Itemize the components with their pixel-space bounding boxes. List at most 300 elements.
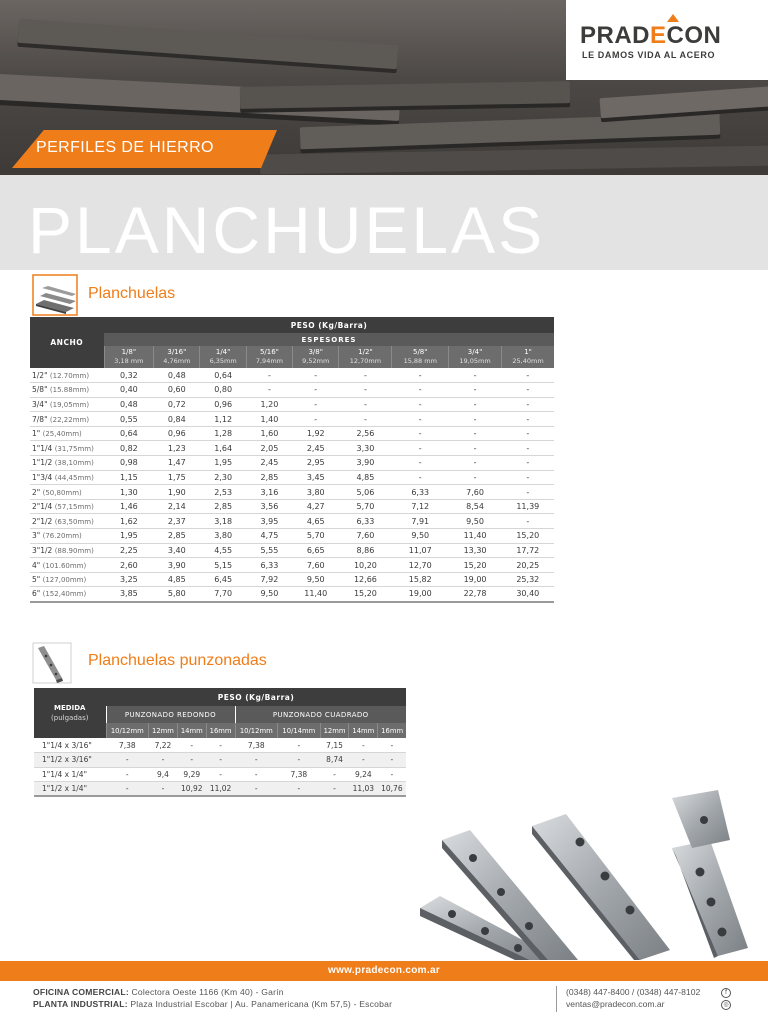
weight-cell: - bbox=[235, 753, 278, 768]
weight-cell: 7,91 bbox=[392, 514, 449, 529]
width-inch: 1"1/4 bbox=[32, 443, 53, 453]
weight-cell: - bbox=[339, 368, 392, 383]
weight-cell: 30,40 bbox=[502, 587, 554, 602]
thickness-inch: 5/8" bbox=[412, 348, 428, 356]
thickness-column-header bbox=[104, 346, 154, 368]
size-cell: 1"1/4 x 1/4" bbox=[34, 767, 106, 782]
weight-cell: 0,32 bbox=[104, 368, 154, 383]
weight-cell: - bbox=[502, 456, 554, 471]
weight-cell: 0,98 bbox=[104, 456, 154, 471]
weight-cell: 3,80 bbox=[200, 529, 246, 544]
weight-cell: - bbox=[106, 782, 149, 797]
weight-cell: 0,40 bbox=[104, 383, 154, 398]
weight-cell: 3,90 bbox=[154, 558, 200, 573]
thickness-column-header bbox=[293, 346, 339, 368]
width-inch: 1/2" bbox=[32, 370, 48, 380]
thickness-column-header bbox=[449, 346, 502, 368]
width-cell bbox=[30, 412, 104, 427]
weight-cell: 4,85 bbox=[339, 470, 392, 485]
weight-cell: 1,60 bbox=[246, 426, 292, 441]
table-row bbox=[30, 587, 554, 602]
thickness-inch: 1" bbox=[524, 348, 532, 356]
page-title: PLANCHUELAS bbox=[28, 193, 546, 267]
weight-cell: 2,85 bbox=[200, 499, 246, 514]
weight-cell: 19,00 bbox=[449, 572, 502, 587]
weight-cell: - bbox=[339, 383, 392, 398]
width-cell bbox=[30, 368, 104, 383]
weight-cell: 5,70 bbox=[293, 529, 339, 544]
weight-cell: 2,30 bbox=[200, 470, 246, 485]
thickness-mm: 15,88 mm bbox=[403, 357, 437, 365]
table-row bbox=[30, 558, 554, 573]
thickness-mm: 19,05mm bbox=[459, 357, 491, 365]
weight-cell: - bbox=[449, 383, 502, 398]
weight-cell: 1,20 bbox=[246, 397, 292, 412]
weight-cell: 3,16 bbox=[246, 485, 292, 500]
weight-cell: 2,85 bbox=[246, 470, 292, 485]
width-mm: (57,15mm) bbox=[54, 503, 94, 512]
width-cell bbox=[30, 426, 104, 441]
section-title-planchuelas: Planchuelas bbox=[88, 285, 176, 302]
weight-cell: 2,60 bbox=[104, 558, 154, 573]
weight-cell: 22,78 bbox=[449, 587, 502, 602]
thickness-column-header bbox=[246, 346, 292, 368]
width-mm: (12.70mm) bbox=[49, 371, 90, 380]
table-row bbox=[30, 456, 554, 471]
weight-cell: 13,30 bbox=[449, 543, 502, 558]
weight-cell: 17,72 bbox=[502, 543, 554, 558]
weight-cell: - bbox=[378, 767, 406, 782]
weight-cell: 3,25 bbox=[104, 572, 154, 587]
weight-cell: 3,80 bbox=[293, 485, 339, 500]
width-cell bbox=[30, 383, 104, 398]
thickness-mm: 4,76mm bbox=[163, 357, 191, 365]
width-inch: 1" bbox=[32, 429, 41, 439]
weight-cell: - bbox=[392, 383, 449, 398]
footer-divider bbox=[556, 986, 557, 1012]
weight-cell: - bbox=[378, 753, 406, 768]
weight-cell: - bbox=[235, 782, 278, 797]
weight-cell: 1,23 bbox=[154, 441, 200, 456]
width-inch: 2"1/2 bbox=[32, 516, 53, 526]
hole-size-header: 10/12mm bbox=[106, 723, 149, 738]
peso-header: PESO (Kg/Barra) bbox=[104, 317, 554, 333]
weight-cell: 1,62 bbox=[104, 514, 154, 529]
office-address-line bbox=[33, 987, 284, 997]
thickness-inch: 5/16" bbox=[259, 348, 279, 356]
weight-cell: - bbox=[149, 753, 178, 768]
weight-cell: 2,56 bbox=[339, 426, 392, 441]
table-row bbox=[30, 514, 554, 529]
weight-cell: 2,37 bbox=[154, 514, 200, 529]
weight-cell: 10,20 bbox=[339, 558, 392, 573]
table-row bbox=[30, 529, 554, 544]
width-mm: (38,10mm) bbox=[54, 459, 94, 468]
thickness-inch: 3/8" bbox=[308, 348, 323, 356]
weight-cell: 0,48 bbox=[154, 368, 200, 383]
weight-cell: - bbox=[206, 767, 235, 782]
weight-cell: 0,64 bbox=[104, 426, 154, 441]
width-cell bbox=[30, 529, 104, 544]
weight-cell: - bbox=[449, 397, 502, 412]
weight-cell: 10,76 bbox=[378, 782, 406, 797]
width-inch: 5" bbox=[32, 575, 41, 585]
weight-cell: 5,80 bbox=[154, 587, 200, 602]
section-title-punzonadas: Planchuelas punzonadas bbox=[88, 652, 267, 669]
table-row bbox=[30, 412, 554, 427]
width-mm: (25,40mm) bbox=[42, 430, 82, 439]
weight-cell: - bbox=[502, 368, 554, 383]
weight-cell: 2,95 bbox=[293, 456, 339, 471]
punzonado-cuadrado-header: PUNZONADO CUADRADO bbox=[235, 706, 406, 723]
weight-cell: - bbox=[320, 782, 349, 797]
weight-cell: 4,75 bbox=[246, 529, 292, 544]
weight-cell: 0,96 bbox=[154, 426, 200, 441]
punched-bars-image bbox=[400, 790, 768, 960]
table-row bbox=[34, 767, 406, 782]
office-address: Colectora Oeste 1166 (Km 40) - Garín bbox=[131, 987, 284, 997]
punzonado-redondo-header: PUNZONADO REDONDO bbox=[106, 706, 235, 723]
weight-cell: - bbox=[392, 441, 449, 456]
weight-cell: 15,20 bbox=[502, 529, 554, 544]
weight-cell: - bbox=[502, 397, 554, 412]
thickness-column-header bbox=[392, 346, 449, 368]
weight-cell: - bbox=[293, 383, 339, 398]
medida-header bbox=[34, 688, 106, 738]
size-cell: 1"1/2 x 1/4" bbox=[34, 782, 106, 797]
weight-cell: - bbox=[246, 368, 292, 383]
weight-cell: 1,95 bbox=[104, 529, 154, 544]
weight-cell: - bbox=[206, 753, 235, 768]
table-row bbox=[30, 485, 554, 500]
facebook-icon[interactable]: f bbox=[721, 988, 731, 998]
width-mm: (76.20mm) bbox=[42, 532, 82, 541]
weight-cell: - bbox=[339, 397, 392, 412]
weight-cell: 7,60 bbox=[449, 485, 502, 500]
table-row bbox=[30, 383, 554, 398]
logo-mark-icon bbox=[667, 14, 679, 22]
weight-cell: - bbox=[235, 767, 278, 782]
weight-cell: 2,85 bbox=[154, 529, 200, 544]
table-row bbox=[30, 499, 554, 514]
weight-cell: 1,28 bbox=[200, 426, 246, 441]
table-row bbox=[30, 543, 554, 558]
hole-size-header: 12mm bbox=[320, 723, 349, 738]
weight-cell: 11,39 bbox=[502, 499, 554, 514]
punched-bar-icon bbox=[32, 642, 72, 684]
weight-cell: 20,25 bbox=[502, 558, 554, 573]
weight-cell: 11,40 bbox=[293, 587, 339, 602]
weight-cell: - bbox=[392, 426, 449, 441]
weight-cell: 5,55 bbox=[246, 543, 292, 558]
weight-cell: 7,38 bbox=[278, 767, 321, 782]
weight-cell: 11,03 bbox=[349, 782, 378, 797]
weight-cell: 0,82 bbox=[104, 441, 154, 456]
weight-cell: 15,20 bbox=[449, 558, 502, 573]
weight-cell: - bbox=[392, 456, 449, 471]
width-mm: (15.88mm) bbox=[49, 386, 90, 395]
ancho-header: ANCHO bbox=[30, 317, 104, 368]
hole-size-header: 10/14mm bbox=[278, 723, 321, 738]
weight-cell: - bbox=[293, 397, 339, 412]
weight-cell: - bbox=[392, 397, 449, 412]
plant-address-line bbox=[33, 999, 392, 1009]
width-cell bbox=[30, 397, 104, 412]
weight-cell: 15,20 bbox=[339, 587, 392, 602]
thickness-mm: 3,18 mm bbox=[114, 357, 144, 365]
weight-cell: 3,95 bbox=[246, 514, 292, 529]
weight-cell: 7,38 bbox=[106, 738, 149, 753]
table-row bbox=[30, 441, 554, 456]
weight-cell: 9,50 bbox=[246, 587, 292, 602]
weight-cell: - bbox=[246, 383, 292, 398]
weight-cell: 1,90 bbox=[154, 485, 200, 500]
weight-cell: 0,64 bbox=[200, 368, 246, 383]
phone-numbers[interactable]: (0348) 447-8400 / (0348) 447-8102 bbox=[566, 987, 701, 997]
weight-cell: 0,60 bbox=[154, 383, 200, 398]
weight-cell: 0,84 bbox=[154, 412, 200, 427]
email-link[interactable]: ventas@pradecon.com.ar bbox=[566, 999, 665, 1009]
weight-cell: - bbox=[392, 412, 449, 427]
weight-cell: - bbox=[449, 470, 502, 485]
plant-label: PLANTA INDUSTRIAL: bbox=[33, 999, 128, 1009]
weight-cell: - bbox=[502, 485, 554, 500]
weight-cell: 6,33 bbox=[339, 514, 392, 529]
punzonadas-table bbox=[34, 688, 406, 797]
thickness-column-header bbox=[200, 346, 246, 368]
thickness-inch: 1/2" bbox=[358, 348, 373, 356]
width-cell bbox=[30, 499, 104, 514]
thickness-inch: 3/16" bbox=[167, 348, 187, 356]
weight-cell: - bbox=[177, 738, 206, 753]
weight-cell: - bbox=[449, 441, 502, 456]
weight-cell: 0,80 bbox=[200, 383, 246, 398]
weight-cell: 1,92 bbox=[293, 426, 339, 441]
weight-cell: 8,54 bbox=[449, 499, 502, 514]
weight-cell: 7,92 bbox=[246, 572, 292, 587]
weight-cell: - bbox=[293, 368, 339, 383]
weight-cell: 9,50 bbox=[449, 514, 502, 529]
category-tag-label: PERFILES DE HIERRO bbox=[36, 139, 214, 156]
weight-cell: - bbox=[349, 738, 378, 753]
weight-cell: - bbox=[320, 767, 349, 782]
weight-cell: 7,15 bbox=[320, 738, 349, 753]
thickness-mm: 6,35mm bbox=[209, 357, 237, 365]
weight-cell: 9,50 bbox=[392, 529, 449, 544]
weight-cell: 9,29 bbox=[177, 767, 206, 782]
weight-cell: - bbox=[449, 456, 502, 471]
weight-cell: 8,86 bbox=[339, 543, 392, 558]
weight-cell: 0,55 bbox=[104, 412, 154, 427]
weight-cell: 1,64 bbox=[200, 441, 246, 456]
weight-cell: 2,45 bbox=[293, 441, 339, 456]
weight-cell: 2,05 bbox=[246, 441, 292, 456]
table-row bbox=[30, 470, 554, 485]
width-mm: (152,40mm) bbox=[42, 590, 87, 599]
weight-cell: 3,56 bbox=[246, 499, 292, 514]
width-inch: 5/8" bbox=[32, 385, 48, 395]
weight-cell: - bbox=[449, 412, 502, 427]
thickness-mm: 25,40mm bbox=[512, 357, 544, 365]
width-mm: (50,80mm) bbox=[42, 488, 82, 497]
width-cell bbox=[30, 514, 104, 529]
hole-size-header: 14mm bbox=[177, 723, 206, 738]
thickness-inch: 1/8" bbox=[121, 348, 137, 356]
weight-cell: 15,82 bbox=[392, 572, 449, 587]
espesores-header: ESPESORES bbox=[104, 333, 554, 346]
weight-cell: 6,33 bbox=[392, 485, 449, 500]
width-inch: 6" bbox=[32, 589, 41, 599]
thickness-inch: 3/4" bbox=[467, 348, 483, 356]
weight-cell: 5,06 bbox=[339, 485, 392, 500]
weight-cell: - bbox=[177, 753, 206, 768]
weight-cell: 7,60 bbox=[339, 529, 392, 544]
weight-cell: 4,65 bbox=[293, 514, 339, 529]
width-mm: (22,22mm) bbox=[49, 415, 90, 424]
weight-cell: 7,60 bbox=[293, 558, 339, 573]
weight-cell: 5,15 bbox=[200, 558, 246, 573]
weight-cell: 5,70 bbox=[339, 499, 392, 514]
width-cell bbox=[30, 572, 104, 587]
width-inch: 4" bbox=[32, 560, 41, 570]
table-row bbox=[30, 368, 554, 383]
weight-cell: - bbox=[502, 426, 554, 441]
weight-cell: - bbox=[502, 412, 554, 427]
weight-cell: - bbox=[278, 782, 321, 797]
weight-cell: 1,15 bbox=[104, 470, 154, 485]
size-cell: 1"1/4 x 3/16" bbox=[34, 738, 106, 753]
width-cell bbox=[30, 485, 104, 500]
width-inch: 7/8" bbox=[32, 414, 48, 424]
width-cell bbox=[30, 558, 104, 573]
weight-cell: 8,74 bbox=[320, 753, 349, 768]
weight-cell: 4,85 bbox=[154, 572, 200, 587]
weight-cell: 1,46 bbox=[104, 499, 154, 514]
weight-cell: 12,70 bbox=[392, 558, 449, 573]
table-row bbox=[34, 753, 406, 768]
weight-cell: - bbox=[449, 426, 502, 441]
width-cell bbox=[30, 470, 104, 485]
weight-cell: 4,55 bbox=[200, 543, 246, 558]
weight-cell: 1,75 bbox=[154, 470, 200, 485]
width-inch: 3"1/2 bbox=[32, 545, 53, 555]
weight-cell: 0,48 bbox=[104, 397, 154, 412]
table-row bbox=[30, 397, 554, 412]
weight-cell: - bbox=[106, 753, 149, 768]
weight-cell: 0,96 bbox=[200, 397, 246, 412]
thickness-column-header bbox=[339, 346, 392, 368]
weight-cell: 25,32 bbox=[502, 572, 554, 587]
weight-cell: 7,22 bbox=[149, 738, 178, 753]
logo[interactable] bbox=[566, 0, 768, 80]
weight-cell: - bbox=[502, 441, 554, 456]
logo-tagline: LE DAMOS VIDA AL ACERO bbox=[582, 50, 716, 60]
weight-cell: 10,92 bbox=[177, 782, 206, 797]
planchuelas-table bbox=[30, 317, 554, 603]
weight-cell: 7,12 bbox=[392, 499, 449, 514]
weight-cell: - bbox=[392, 470, 449, 485]
flat-bar-icon bbox=[32, 274, 78, 316]
hole-size-header: 12mm bbox=[149, 723, 178, 738]
size-cell: 1"1/2 x 3/16" bbox=[34, 753, 106, 768]
weight-cell: 6,65 bbox=[293, 543, 339, 558]
weight-cell: - bbox=[106, 767, 149, 782]
weight-cell: - bbox=[502, 514, 554, 529]
thickness-inch: 1/4" bbox=[215, 348, 231, 356]
thickness-column-header bbox=[502, 346, 554, 368]
weight-cell: 11,40 bbox=[449, 529, 502, 544]
weight-cell: 9,50 bbox=[293, 572, 339, 587]
thickness-mm: 9,52mm bbox=[302, 357, 330, 365]
hole-size-header: 16mm bbox=[206, 723, 235, 738]
weight-cell: 19,00 bbox=[392, 587, 449, 602]
width-inch: 1"3/4 bbox=[32, 472, 53, 482]
weight-cell: 6,33 bbox=[246, 558, 292, 573]
width-mm: (63,50mm) bbox=[54, 517, 94, 526]
website-link[interactable]: www.pradecon.com.ar bbox=[327, 965, 441, 976]
weight-cell: 3,18 bbox=[200, 514, 246, 529]
width-inch: 3/4" bbox=[32, 399, 48, 409]
hole-size-header: 10/12mm bbox=[235, 723, 278, 738]
width-cell bbox=[30, 441, 104, 456]
weight-cell: 3,40 bbox=[154, 543, 200, 558]
width-mm: (44,45mm) bbox=[54, 473, 94, 482]
weight-cell: - bbox=[349, 753, 378, 768]
thickness-mm: 12,70mm bbox=[349, 357, 382, 365]
weight-cell: 11,07 bbox=[392, 543, 449, 558]
weight-cell: - bbox=[278, 753, 321, 768]
width-cell bbox=[30, 456, 104, 471]
weight-cell: - bbox=[502, 470, 554, 485]
weight-cell: 9,4 bbox=[149, 767, 178, 782]
thickness-column-header bbox=[154, 346, 200, 368]
logo-wordmark: PRADECON bbox=[580, 22, 722, 49]
plant-address: Plaza Industrial Escobar | Au. Panamericana (Km 57,5) - Escobar bbox=[130, 999, 393, 1009]
weight-cell: 1,12 bbox=[200, 412, 246, 427]
weight-cell: 9,24 bbox=[349, 767, 378, 782]
width-mm: (88.90mm) bbox=[54, 546, 94, 555]
weight-cell: 7,38 bbox=[235, 738, 278, 753]
weight-cell: 2,53 bbox=[200, 485, 246, 500]
table-row bbox=[34, 782, 406, 797]
width-mm: (101.60mm) bbox=[42, 561, 87, 570]
weight-cell: - bbox=[339, 412, 392, 427]
instagram-icon[interactable]: ◎ bbox=[721, 1000, 731, 1010]
table-row bbox=[30, 572, 554, 587]
table-row bbox=[34, 738, 406, 753]
thickness-mm: 7,94mm bbox=[255, 357, 283, 365]
peso-header: PESO (Kg/Barra) bbox=[106, 688, 406, 706]
width-mm: (127,00mm) bbox=[42, 576, 87, 585]
weight-cell: 3,30 bbox=[339, 441, 392, 456]
weight-cell: 2,14 bbox=[154, 499, 200, 514]
width-inch: 2" bbox=[32, 487, 41, 497]
width-mm: (19,05mm) bbox=[49, 400, 90, 409]
weight-cell: 4,27 bbox=[293, 499, 339, 514]
width-inch: 2"1/4 bbox=[32, 502, 53, 512]
office-label: OFICINA COMERCIAL: bbox=[33, 987, 129, 997]
weight-cell: - bbox=[206, 738, 235, 753]
weight-cell: - bbox=[278, 738, 321, 753]
weight-cell: 0,72 bbox=[154, 397, 200, 412]
width-inch: 3" bbox=[32, 531, 41, 541]
weight-cell: - bbox=[502, 383, 554, 398]
weight-cell: 6,45 bbox=[200, 572, 246, 587]
title-band bbox=[0, 175, 768, 270]
width-inch: 1"1/2 bbox=[32, 458, 53, 468]
medida-label: MEDIDA bbox=[54, 704, 86, 712]
weight-cell: 12,66 bbox=[339, 572, 392, 587]
